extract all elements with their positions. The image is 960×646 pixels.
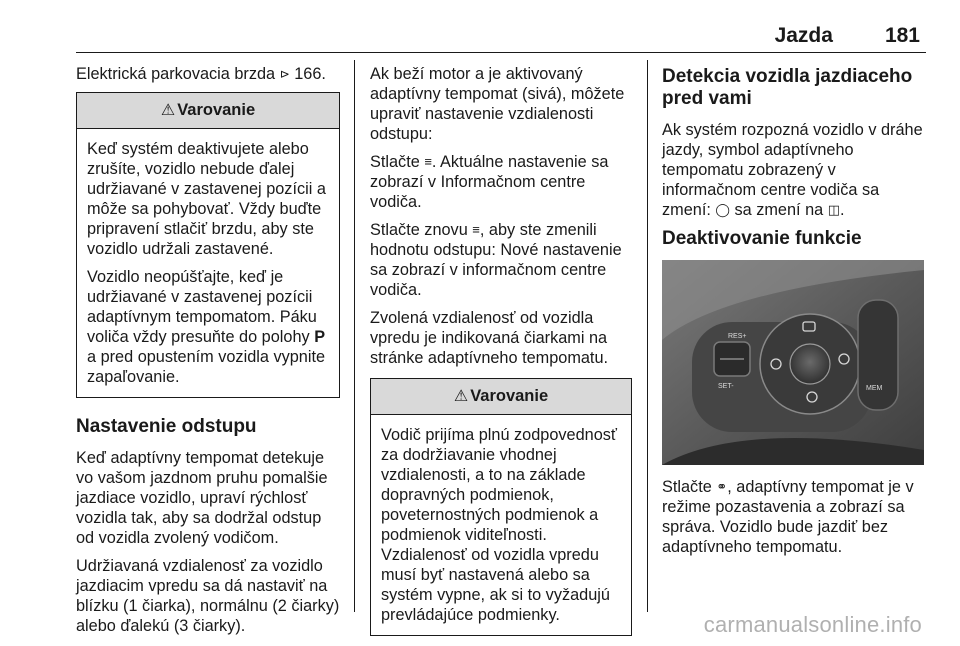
paragraph-adjust: Ak beží motor a je aktivovaný adaptívny tempomat (sivá), môžete upraviť nastavenie vzdialenosti odstupu: bbox=[370, 65, 625, 143]
distance-setting-icon: ≡ bbox=[472, 222, 480, 237]
mem-label: MEM bbox=[866, 385, 883, 392]
set-label: SET- bbox=[718, 383, 734, 390]
page-ref-arrow-icon: ⊳ bbox=[279, 67, 290, 81]
section-heading-deactivate: Deaktivovanie funkcie bbox=[662, 228, 862, 249]
paragraph-distance-1: Keď adaptívny tempomat detekuje vo vašom jazdnom pruhu pomalšie jazdiace vozidlo, upraví rýchlosť vozidla tak, aby sa dodržal odstup od vozidla zvolený vodičom. bbox=[76, 449, 328, 547]
res-label: RES+ bbox=[728, 333, 747, 340]
column-divider-1 bbox=[354, 60, 355, 612]
gear-p: P bbox=[314, 328, 326, 346]
column-2 bbox=[370, 64, 632, 646]
warning-text-1: Keď systém deaktivujete alebo zrušíte, vozidlo nebude ďalej udržiavané v zastavenej pozícii a môže sa pohybovať. Vždy buďte pripravení stlačiť brzdu, aby ste vozidlo udržali zastavené. bbox=[87, 140, 326, 258]
warning-triangle-icon: ⚠ bbox=[453, 388, 469, 405]
warning-body bbox=[371, 415, 631, 635]
paragraph-distance-2: Udržiavaná vzdialenosť za vozidlo jazdiacim vpredu sa dá nastaviť na blízku (1 čiarka), normálnu (2 čiarky) alebo ďalekú (3 čiarky). bbox=[76, 557, 340, 635]
adaptive-cruise-vehicle-icon: ◫ bbox=[827, 202, 841, 217]
steering-wheel-illustration bbox=[662, 260, 924, 465]
column-3 bbox=[662, 64, 924, 565]
warning-header: ⚠ Varovanie bbox=[371, 379, 631, 415]
warning-header: ⚠ Varovanie bbox=[77, 93, 339, 129]
section-heading-detection: Detekcia vozidla jazdiaceho pred vami bbox=[662, 66, 913, 109]
cruise-pause-icon: ⚭ bbox=[716, 479, 728, 494]
intro-paragraph: Elektrická parkovacia brzda ⊳ 166. bbox=[76, 65, 326, 83]
column-1 bbox=[76, 64, 340, 644]
paragraph-indicator: Zvolená vzdialenosť od vozidla vpredu je indikovaná čiarkami na stránke adaptívneho tempomatu. bbox=[370, 309, 609, 367]
page-ref-link[interactable]: 166. bbox=[294, 65, 326, 83]
section-title: Jazda bbox=[774, 24, 833, 47]
header-rule bbox=[76, 52, 926, 53]
section-heading-distance: Nastavenie odstupu bbox=[76, 416, 257, 437]
warning-box-1 bbox=[76, 92, 340, 398]
adaptive-cruise-icon: ◯ bbox=[715, 202, 730, 217]
warning-text: Vodič prijíma plnú zodpovednosť za dodržiavanie vhodnej vzdialenosti, a to na základe dopravných podmienok, poveternostných podmienok a podmienok viditeľnosti. Vzdialenosť od vozidla vpredu musí byť nastavená alebo sa systém vypne, ak si to vyžadujú prevládajúce podmienky. bbox=[381, 426, 617, 624]
distance-setting-icon: ≡ bbox=[424, 154, 432, 169]
paragraph-press-again: Stlačte znovu ≡, aby ste zmenili hodnotu odstupu: Nové nastavenie sa zobrazí v informačnom centre vodiča. bbox=[370, 221, 622, 299]
warning-box-2 bbox=[370, 378, 632, 636]
paragraph-detection: Ak systém rozpozná vozidlo v dráhe jazdy, symbol adaptívneho tempomatu zobrazený v informačnom centre vodiča sa zmení: ◯ sa zmení na ◫. bbox=[662, 121, 923, 219]
paragraph-deactivate: Stlačte ⚭, adaptívny tempomat je v režime pozastavenia a zobrazí sa správa. Vozidlo bude jazdiť bez adaptívneho tempomatu. bbox=[662, 478, 914, 556]
paragraph-press: Stlačte ≡. Aktuálne nastavenie sa zobrazí v Informačnom centre vodiča. bbox=[370, 153, 609, 211]
column-divider-2 bbox=[647, 60, 648, 612]
warning-body bbox=[77, 129, 339, 397]
steering-wheel-photo bbox=[662, 260, 924, 465]
warning-text-2: Vozidlo neopúšťajte, keď je udržiavané v zastavenej pozícii adaptívnym tempomatom. Páku voliča vždy presuňte do polohy P a pred opustením vozidla vypnite zapaľovanie. bbox=[87, 268, 326, 386]
warning-triangle-icon: ⚠ bbox=[160, 102, 176, 119]
page-number: 181 bbox=[884, 24, 920, 47]
page-header bbox=[775, 24, 920, 48]
watermark: carmanualsonline.info bbox=[703, 612, 922, 637]
